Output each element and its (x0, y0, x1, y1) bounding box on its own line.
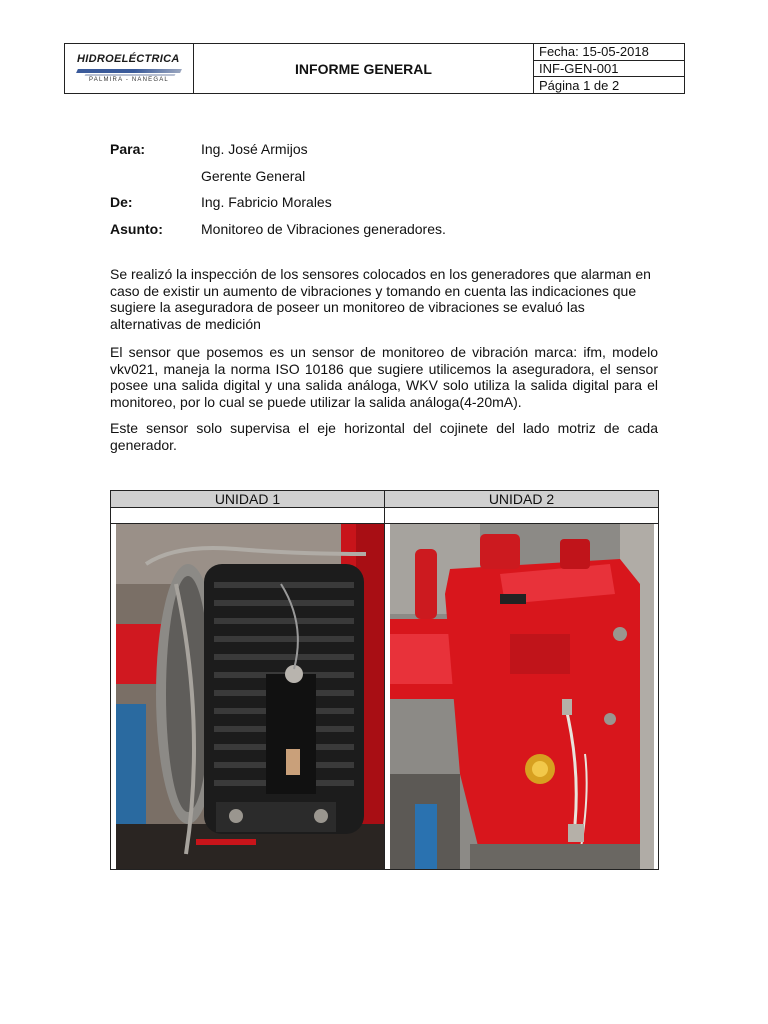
paragraph-sensor: El sensor que posemos es un sensor de monitoreo de vibración marca: ifm, modelo vkv021, maneja la norma ISO 10186 que sugiere utilicemos la aseguradora, el sensor posee una salida digital y una salida análoga, WKV solo utiliza la salida digital para el monitoreo, por lo cual se puede utilizar la salida análoga(4-20mA). (110, 344, 658, 410)
asunto-value: Monitoreo de Vibraciones generadores. (201, 220, 446, 237)
document-code: INF-GEN-001 (534, 61, 684, 78)
logo-swoosh-light (85, 74, 176, 76)
document-date: Fecha: 15-05-2018 (534, 44, 684, 61)
logo-name: HIDROELÉCTRICA (77, 53, 180, 65)
company-logo (65, 44, 194, 93)
para-name: Ing. José Armijos (201, 141, 308, 158)
logo-swoosh (76, 69, 182, 73)
memo-asunto-row (110, 216, 670, 243)
units-empty-row (111, 508, 658, 524)
document-meta (534, 44, 684, 93)
de-name: Ing. Fabricio Morales (201, 194, 332, 211)
logo-subtitle: PALMIRA - NANEGAL (89, 77, 169, 83)
de-label: De: (110, 194, 133, 211)
unit1-header: UNIDAD 1 (111, 491, 385, 507)
unit1-empty-cell (111, 508, 385, 523)
document-title: INFORME GENERAL (194, 44, 534, 93)
unit2-photo-image (390, 524, 654, 869)
unit1-photo (116, 524, 384, 869)
unit1-photo-image (116, 524, 384, 869)
unit2-photo (390, 524, 654, 869)
para-role: Gerente General (201, 167, 306, 184)
memo-para-row (110, 136, 670, 163)
units-table (110, 490, 659, 870)
asunto-label: Asunto: (110, 220, 163, 237)
unit2-header: UNIDAD 2 (385, 491, 658, 507)
memo-block (110, 136, 670, 242)
units-column-divider (384, 524, 385, 869)
paragraph-axis: Este sensor solo supervisa el eje horizontal del cojinete del lado motriz de cada generador. (110, 420, 658, 453)
units-header-row (111, 491, 658, 508)
para-label: Para: (110, 141, 146, 158)
paragraph-inspection: Se realizó la inspección de los sensores colocados en los generadores que alarman en caso de existir un aumento de vibraciones y tomando en cuenta las indicaciones que sugiere la aseguradora de poseer un monitoreo de vibraciones se evaluó las alternativas de medición (110, 266, 651, 332)
memo-role-row (110, 163, 670, 190)
page-number: Página 1 de 2 (539, 77, 620, 93)
document-header (64, 43, 685, 94)
memo-de-row (110, 189, 670, 216)
unit2-empty-cell (385, 508, 658, 523)
